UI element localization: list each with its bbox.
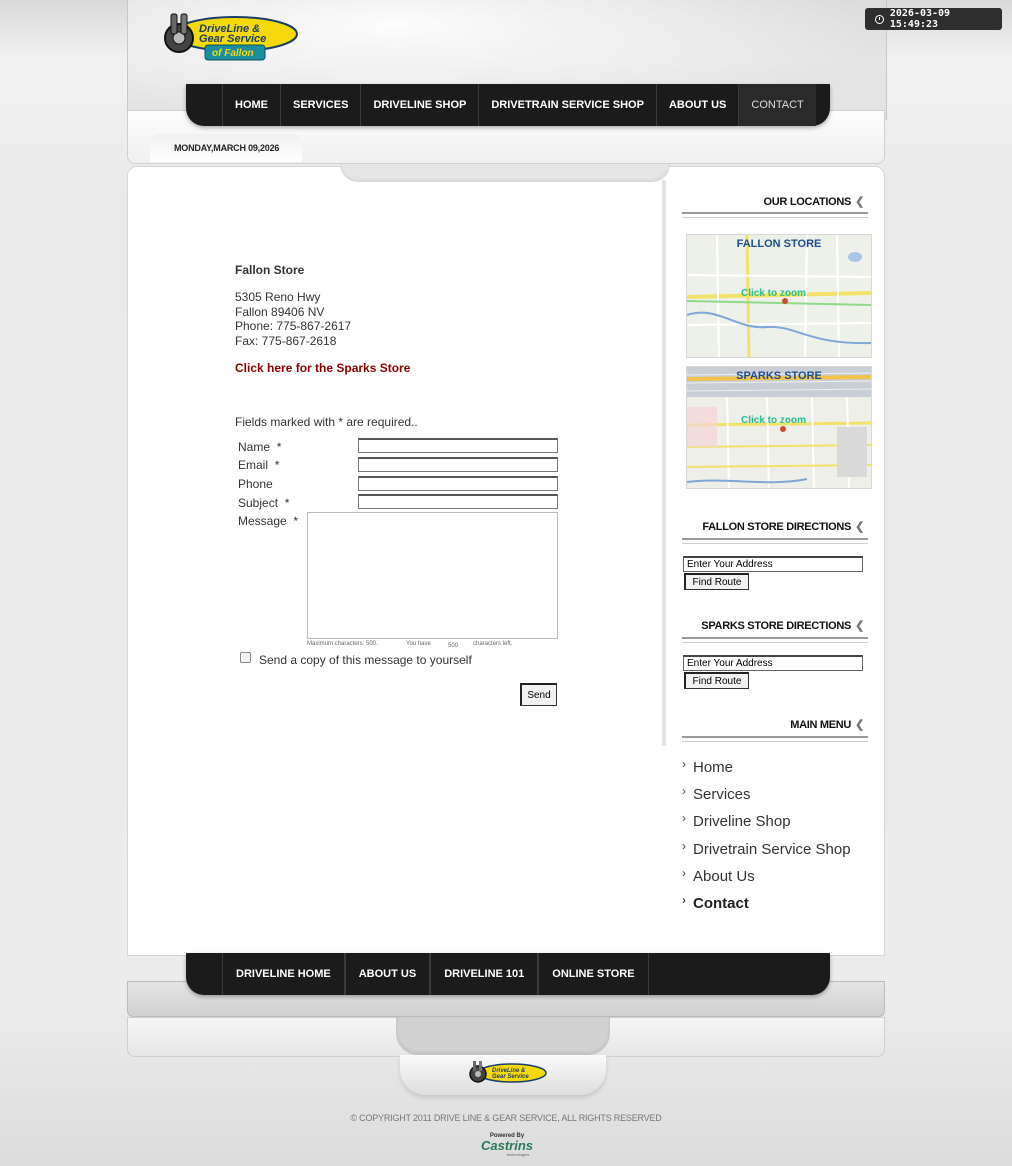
address-line1: 5305 Reno Hwy	[235, 290, 321, 304]
sparks-map-zoom-hint: Click to zoom	[741, 415, 807, 426]
powered-by-text: Powered By	[489, 1133, 525, 1139]
required-mark: *	[276, 440, 282, 454]
footer-nav-about-us[interactable]: ABOUT US	[345, 953, 430, 995]
required-mark: *	[293, 514, 299, 528]
phone-input[interactable]	[358, 476, 558, 491]
our-locations-heading	[682, 195, 864, 208]
required-mark: *	[284, 496, 290, 510]
footer-nav-driveline-101[interactable]: DRIVELINE 101	[430, 953, 538, 995]
logo-line2: Gear Service	[199, 33, 267, 45]
column-divider	[662, 180, 666, 746]
chevron-right-icon: ›	[682, 783, 686, 798]
max-chars-text: Maximum characters: 500.	[307, 641, 378, 647]
subject-label-text: Subject	[238, 496, 279, 510]
name-label-text: Name	[238, 440, 271, 454]
menu-item-label: Services	[693, 786, 751, 803]
fallon-directions-heading-text: FALLON STORE DIRECTIONS	[702, 521, 852, 533]
heading-rule	[682, 212, 868, 218]
name-label	[238, 440, 281, 454]
main-menu-heading	[682, 718, 864, 731]
double-chevron-icon: ❮	[855, 620, 864, 632]
menu-item-home[interactable]	[682, 756, 734, 776]
message-label	[238, 514, 298, 528]
required-note: Fields marked with * are required..	[235, 415, 418, 429]
send-button[interactable]: Send	[520, 683, 557, 706]
footer-nav-online-store[interactable]: ONLINE STORE	[538, 953, 648, 995]
address-line2: Fallon 89406 NV	[235, 304, 325, 319]
fallon-directions-heading	[682, 520, 864, 533]
main-menu-heading-text: MAIN MENU	[790, 719, 852, 731]
menu-item-label: Contact	[693, 895, 749, 912]
footer-nav	[186, 953, 830, 995]
subject-label	[238, 496, 289, 510]
double-chevron-icon: ❮	[855, 196, 864, 208]
fallon-map-title: FALLON STORE	[736, 238, 822, 250]
double-chevron-icon: ❮	[855, 719, 864, 731]
clock-icon	[875, 15, 884, 24]
nav-left-cap	[186, 84, 222, 126]
sparks-map-graphic	[687, 367, 872, 489]
nav-item-services[interactable]: SERVICES	[280, 84, 360, 126]
sparks-store-map[interactable]	[686, 366, 872, 489]
powered-sub-text: technologies	[506, 1152, 530, 1157]
chevron-right-icon: ›	[682, 865, 686, 880]
clock-text: 2026-03-09 15:49:23	[889, 8, 951, 30]
current-date: MONDAY,MARCH 09,2026	[174, 143, 280, 153]
clock-widget	[865, 8, 1002, 30]
email-label	[238, 458, 279, 472]
content-notch	[340, 164, 670, 182]
phone-label: Phone	[238, 477, 273, 491]
menu-item-label: Drivetrain Service Shop	[693, 841, 851, 858]
message-textarea[interactable]	[307, 512, 558, 639]
store-phone: Phone: 775-867-2617	[235, 319, 352, 333]
nav-item-driveline-shop[interactable]: DRIVELINE SHOP	[360, 84, 478, 126]
site-logo[interactable]	[157, 12, 299, 62]
heading-rule	[682, 637, 868, 643]
menu-item-about-us[interactable]	[682, 865, 755, 885]
menu-item-label: Home	[693, 759, 734, 776]
footer-logo-line1: DriveLine &	[492, 1068, 526, 1074]
heading-rule	[682, 538, 868, 544]
sparks-directions-heading-text: SPARKS STORE DIRECTIONS	[701, 620, 852, 632]
footer-notch	[396, 1017, 610, 1055]
sparks-address-input[interactable]: Enter Your Address	[683, 655, 863, 671]
powered-brand-text: Castrins	[480, 1138, 534, 1153]
sparks-find-route-button[interactable]: Find Route	[684, 672, 749, 689]
subject-input[interactable]	[358, 494, 558, 509]
menu-item-label: Driveline Shop	[693, 813, 791, 830]
store-address	[235, 290, 351, 348]
fallon-map-zoom-hint: Click to zoom	[741, 288, 807, 299]
you-have-text: You have	[406, 641, 431, 647]
sparks-map-title: SPARKS STORE	[736, 370, 822, 382]
menu-item-label: About Us	[693, 868, 755, 885]
store-title: Fallon Store	[235, 263, 305, 277]
email-input[interactable]	[358, 457, 558, 472]
powered-by-logo[interactable]	[476, 1131, 538, 1158]
menu-item-driveline-shop[interactable]	[682, 810, 791, 830]
send-copy-checkbox[interactable]	[240, 652, 251, 663]
required-mark: *	[274, 458, 280, 472]
our-locations-heading-text: OUR LOCATIONS	[763, 196, 852, 208]
chevron-right-icon: ›	[682, 892, 686, 907]
message-label-text: Message	[238, 514, 287, 528]
store-fax: Fax: 775-867-2618	[235, 333, 337, 348]
nav-item-drivetrain-service-shop[interactable]: DRIVETRAIN SERVICE SHOP	[478, 84, 656, 126]
chars-left-text: characters left.	[473, 641, 513, 647]
main-nav	[186, 84, 830, 126]
email-label-text: Email	[238, 458, 269, 472]
heading-rule	[682, 736, 868, 742]
footer-logo[interactable]	[466, 1060, 548, 1086]
nav-item-home[interactable]: HOME	[222, 84, 280, 126]
menu-item-contact[interactable]	[682, 892, 749, 912]
menu-item-services[interactable]	[682, 783, 751, 803]
footer-nav-driveline-home[interactable]: DRIVELINE HOME	[222, 953, 345, 995]
copyright-text: © COPYRIGHT 2011 DRIVE LINE & GEAR SERVICE, ALL RIGHTS RESERVED	[350, 1113, 662, 1123]
nav-item-contact[interactable]: CONTACT	[738, 84, 815, 126]
chars-left-count: 500	[448, 643, 459, 649]
name-input[interactable]	[358, 438, 558, 453]
nav-item-about-us[interactable]: ABOUT US	[656, 84, 738, 126]
fallon-address-input[interactable]: Enter Your Address	[683, 556, 863, 572]
send-copy-label: Send a copy of this message to yourself	[259, 653, 472, 667]
chevron-right-icon: ›	[682, 756, 686, 771]
logo-line1: DriveLine &	[199, 23, 261, 35]
sparks-store-link[interactable]: Click here for the Sparks Store	[235, 361, 411, 375]
menu-item-drivetrain-service-shop[interactable]	[682, 838, 851, 858]
fallon-find-route-button[interactable]: Find Route	[684, 573, 749, 590]
footer-logo-line2: Gear Service	[492, 1074, 529, 1080]
double-chevron-icon: ❮	[855, 521, 864, 533]
footer-nav-left-cap	[186, 953, 222, 995]
chevron-right-icon: ›	[682, 838, 686, 853]
logo-line3: of Fallon	[212, 48, 254, 59]
fallon-store-map[interactable]	[686, 234, 872, 358]
chevron-right-icon: ›	[682, 810, 686, 825]
sparks-directions-heading	[682, 619, 864, 632]
